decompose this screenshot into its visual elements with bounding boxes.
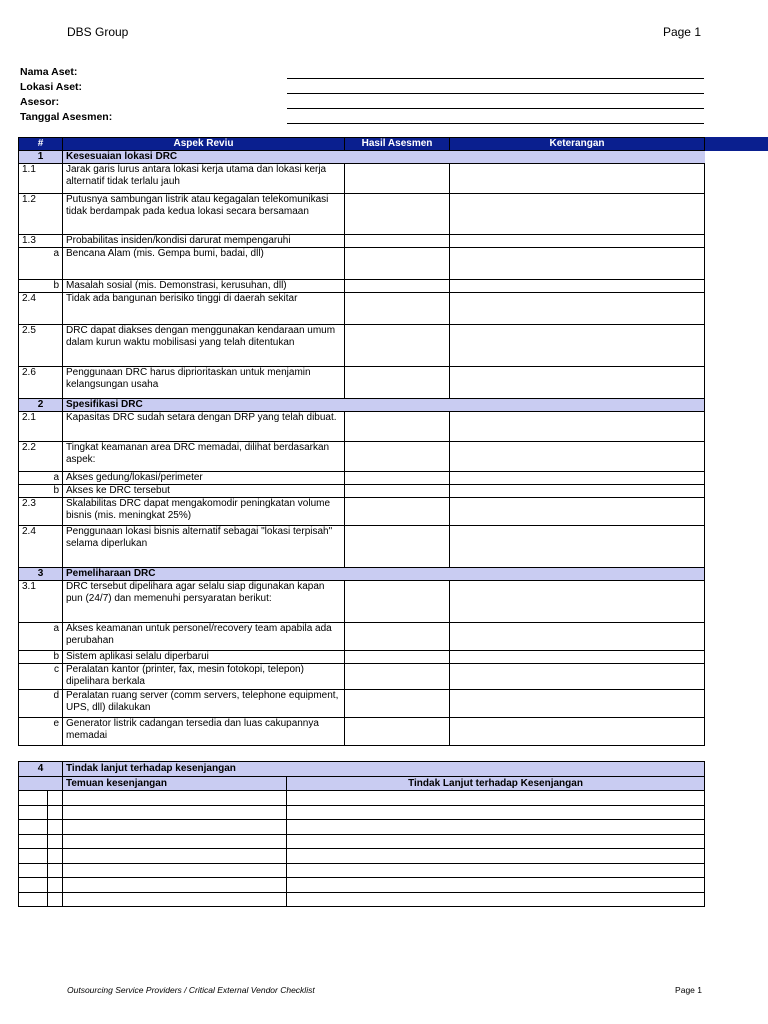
notes-cell[interactable] bbox=[450, 485, 705, 498]
notes-cell[interactable] bbox=[450, 248, 705, 280]
footer-page-number: Page 1 bbox=[675, 985, 702, 995]
row-sub-cell[interactable] bbox=[48, 892, 63, 907]
row-sub-cell[interactable] bbox=[48, 849, 63, 864]
notes-cell[interactable] bbox=[450, 367, 705, 399]
row-index-cell[interactable] bbox=[19, 834, 48, 849]
row-aspect: Generator listrik cadangan tersedia dan luas cakupannya memadai bbox=[63, 718, 345, 746]
table-row bbox=[19, 248, 705, 280]
row-letter: b bbox=[19, 651, 63, 664]
notes-cell[interactable] bbox=[450, 325, 705, 367]
gap-followup-cell[interactable] bbox=[287, 834, 705, 849]
row-aspect: Skalabilitas DRC dapat mengakomodir peningkatan volume bisnis (mis. meningkat 25%) bbox=[63, 498, 345, 526]
meta-field-line[interactable] bbox=[287, 78, 704, 79]
row-aspect: Tidak ada bangunan berisiko tinggi di daerah sekitar bbox=[63, 293, 345, 325]
row-sub-cell[interactable] bbox=[48, 834, 63, 849]
row-aspect: Akses keamanan untuk personel/recovery team apabila ada perubahan bbox=[63, 623, 345, 651]
table-row bbox=[19, 690, 705, 718]
meta-field-line[interactable] bbox=[287, 93, 704, 94]
followup-empty-row bbox=[19, 805, 705, 820]
gap-finding-cell[interactable] bbox=[63, 878, 287, 893]
row-number: 2.4 bbox=[19, 526, 63, 568]
table-row bbox=[19, 235, 705, 248]
row-aspect: Penggunaan lokasi bisnis alternatif sebagai "lokasi terpisah" selama diperlukan bbox=[63, 526, 345, 568]
followup-header-row bbox=[19, 776, 705, 791]
followup-empty-row bbox=[19, 791, 705, 806]
table-row bbox=[19, 164, 705, 194]
notes-cell[interactable] bbox=[450, 164, 705, 194]
row-index-cell[interactable] bbox=[19, 791, 48, 806]
col-header-num: # bbox=[19, 138, 63, 151]
gap-followup-table bbox=[18, 761, 705, 907]
notes-cell[interactable] bbox=[450, 280, 705, 293]
section-row bbox=[19, 568, 705, 581]
table-row bbox=[19, 581, 705, 623]
notes-cell[interactable] bbox=[450, 194, 705, 235]
gap-followup-cell[interactable] bbox=[287, 863, 705, 878]
row-index-cell[interactable] bbox=[19, 820, 48, 835]
row-aspect: Akses ke DRC tersebut bbox=[63, 485, 345, 498]
row-letter: a bbox=[19, 623, 63, 651]
row-index-cell[interactable] bbox=[19, 878, 48, 893]
result-cell[interactable] bbox=[345, 651, 450, 664]
row-index-cell[interactable] bbox=[19, 892, 48, 907]
table-row bbox=[19, 293, 705, 325]
col-header-gap-finding: Temuan kesenjangan bbox=[63, 776, 287, 791]
followup-empty-row bbox=[19, 820, 705, 835]
row-letter: c bbox=[19, 664, 63, 690]
notes-cell[interactable] bbox=[450, 526, 705, 568]
result-cell[interactable] bbox=[345, 248, 450, 280]
row-number: 2.2 bbox=[19, 442, 63, 472]
row-letter: d bbox=[19, 690, 63, 718]
row-number: 1.3 bbox=[19, 235, 63, 248]
row-index-cell[interactable] bbox=[19, 863, 48, 878]
result-cell[interactable] bbox=[345, 164, 450, 194]
result-cell[interactable] bbox=[345, 690, 450, 718]
result-cell[interactable] bbox=[345, 367, 450, 399]
header-blank bbox=[19, 776, 63, 791]
meta-assessor bbox=[20, 96, 704, 111]
gap-followup-cell[interactable] bbox=[287, 820, 705, 835]
meta-asset-location bbox=[20, 81, 704, 96]
meta-label: Nama Aset: bbox=[20, 66, 78, 78]
notes-cell[interactable] bbox=[450, 690, 705, 718]
table-header-row bbox=[19, 138, 705, 151]
gap-followup-cell[interactable] bbox=[287, 878, 705, 893]
section-number: 2 bbox=[19, 399, 63, 412]
row-aspect: Tingkat keamanan area DRC memadai, dilihat berdasarkan aspek: bbox=[63, 442, 345, 472]
meta-label: Lokasi Aset: bbox=[20, 81, 83, 93]
checklist-table bbox=[18, 137, 705, 746]
row-number: 2.4 bbox=[19, 293, 63, 325]
page-number: Page 1 bbox=[662, 25, 701, 39]
meta-label: Tanggal Asesmen: bbox=[20, 111, 113, 123]
meta-asset-name bbox=[20, 66, 704, 81]
section-row bbox=[19, 762, 705, 777]
followup-empty-row bbox=[19, 892, 705, 907]
notes-cell[interactable] bbox=[450, 651, 705, 664]
col-header-aspect: Aspek Reviu bbox=[63, 138, 345, 151]
table-row bbox=[19, 325, 705, 367]
row-aspect: Probabilitas insiden/kondisi darurat mempengaruhi bbox=[63, 235, 345, 248]
row-sub-cell[interactable] bbox=[48, 805, 63, 820]
row-aspect: Bencana Alam (mis. Gempa bumi, badai, dll) bbox=[63, 248, 345, 280]
result-cell[interactable] bbox=[345, 498, 450, 526]
table-row bbox=[19, 412, 705, 442]
row-index-cell[interactable] bbox=[19, 849, 48, 864]
table-row bbox=[19, 472, 705, 485]
gap-finding-cell[interactable] bbox=[63, 805, 287, 820]
result-cell[interactable] bbox=[345, 235, 450, 248]
followup-empty-row bbox=[19, 863, 705, 878]
table-row bbox=[19, 367, 705, 399]
col-header-gap-followup: Tindak Lanjut terhadap Kesenjangan bbox=[287, 776, 705, 791]
result-cell[interactable] bbox=[345, 623, 450, 651]
section-row bbox=[19, 399, 705, 412]
table-row bbox=[19, 651, 705, 664]
meta-field-line[interactable] bbox=[287, 108, 704, 109]
asset-meta bbox=[20, 66, 704, 126]
row-sub-cell[interactable] bbox=[48, 878, 63, 893]
gap-followup-cell[interactable] bbox=[287, 892, 705, 907]
gap-finding-cell[interactable] bbox=[63, 863, 287, 878]
section-number: 4 bbox=[19, 762, 63, 777]
result-cell[interactable] bbox=[345, 325, 450, 367]
gap-followup-cell[interactable] bbox=[287, 791, 705, 806]
meta-field-line[interactable] bbox=[287, 123, 704, 124]
gap-finding-cell[interactable] bbox=[63, 834, 287, 849]
row-aspect: Peralatan kantor (printer, fax, mesin fotokopi, telepon) dipelihara berkala bbox=[63, 664, 345, 690]
gap-finding-cell[interactable] bbox=[63, 820, 287, 835]
notes-cell[interactable] bbox=[450, 235, 705, 248]
gap-followup-cell[interactable] bbox=[287, 805, 705, 820]
row-aspect: DRC tersebut dipelihara agar selalu siap digunakan kapan pun (24/7) dan memenuhi persyaratan berikut: bbox=[63, 581, 345, 623]
row-aspect: Peralatan ruang server (comm servers, telephone equipment, UPS, dll) dilakukan bbox=[63, 690, 345, 718]
header-band-extension bbox=[704, 137, 768, 151]
col-header-notes: Keterangan bbox=[450, 138, 705, 151]
followup-empty-row bbox=[19, 878, 705, 893]
row-aspect: DRC dapat diakses dengan menggunakan kendaraan umum dalam kurun waktu mobilisasi yang telah ditentukan bbox=[63, 325, 345, 367]
row-number: 1.1 bbox=[19, 164, 63, 194]
result-cell[interactable] bbox=[345, 472, 450, 485]
row-aspect: Putusnya sambungan listrik atau kegagalan telekomunikasi tidak berdampak pada kedua lokasi secara bersamaan bbox=[63, 194, 345, 235]
section-title: Pemeliharaan DRC bbox=[63, 568, 705, 581]
table-row bbox=[19, 664, 705, 690]
row-aspect: Sistem aplikasi selalu diperbarui bbox=[63, 651, 345, 664]
row-letter: a bbox=[19, 472, 63, 485]
table-row bbox=[19, 498, 705, 526]
section-number: 1 bbox=[19, 151, 63, 164]
gap-finding-cell[interactable] bbox=[63, 892, 287, 907]
section-title: Spesifikasi DRC bbox=[63, 399, 705, 412]
result-cell[interactable] bbox=[345, 194, 450, 235]
result-cell[interactable] bbox=[345, 280, 450, 293]
row-letter: e bbox=[19, 718, 63, 746]
result-cell[interactable] bbox=[345, 526, 450, 568]
section-row bbox=[19, 151, 705, 164]
row-letter: b bbox=[19, 280, 63, 293]
gap-followup-cell[interactable] bbox=[287, 849, 705, 864]
notes-cell[interactable] bbox=[450, 412, 705, 442]
notes-cell[interactable] bbox=[450, 664, 705, 690]
row-number: 2.3 bbox=[19, 498, 63, 526]
table-row bbox=[19, 194, 705, 235]
row-number: 2.1 bbox=[19, 412, 63, 442]
company-name: DBS Group bbox=[67, 25, 129, 39]
footer-document-title: Outsourcing Service Providers / Critical External Vendor Checklist bbox=[67, 985, 315, 995]
row-aspect: Masalah sosial (mis. Demonstrasi, kerusuhan, dll) bbox=[63, 280, 345, 293]
table-row bbox=[19, 442, 705, 472]
notes-cell[interactable] bbox=[450, 498, 705, 526]
result-cell[interactable] bbox=[345, 718, 450, 746]
gap-finding-cell[interactable] bbox=[63, 791, 287, 806]
notes-cell[interactable] bbox=[450, 718, 705, 746]
table-row bbox=[19, 526, 705, 568]
row-letter: a bbox=[19, 248, 63, 280]
result-cell[interactable] bbox=[345, 664, 450, 690]
result-cell[interactable] bbox=[345, 485, 450, 498]
meta-assessment-date bbox=[20, 111, 704, 126]
result-cell[interactable] bbox=[345, 581, 450, 623]
row-aspect: Jarak garis lurus antara lokasi kerja utama dan lokasi kerja alternatif tidak terlalu jauh bbox=[63, 164, 345, 194]
table-row bbox=[19, 623, 705, 651]
notes-cell[interactable] bbox=[450, 581, 705, 623]
notes-cell[interactable] bbox=[450, 442, 705, 472]
notes-cell[interactable] bbox=[450, 293, 705, 325]
row-sub-cell[interactable] bbox=[48, 863, 63, 878]
row-letter: b bbox=[19, 485, 63, 498]
row-number: 2.6 bbox=[19, 367, 63, 399]
section-number: 3 bbox=[19, 568, 63, 581]
row-sub-cell[interactable] bbox=[48, 820, 63, 835]
row-number: 3.1 bbox=[19, 581, 63, 623]
row-aspect: Penggunaan DRC harus diprioritaskan untuk menjamin kelangsungan usaha bbox=[63, 367, 345, 399]
followup-empty-row bbox=[19, 834, 705, 849]
result-cell[interactable] bbox=[345, 442, 450, 472]
row-index-cell[interactable] bbox=[19, 805, 48, 820]
section-title: Kesesuaian lokasi DRC bbox=[63, 151, 705, 164]
table-row bbox=[19, 280, 705, 293]
meta-label: Asesor: bbox=[20, 96, 60, 108]
section-title: Tindak lanjut terhadap kesenjangan bbox=[63, 762, 705, 777]
result-cell[interactable] bbox=[345, 412, 450, 442]
table-row bbox=[19, 485, 705, 498]
notes-cell[interactable] bbox=[450, 623, 705, 651]
row-aspect: Akses gedung/lokasi/perimeter bbox=[63, 472, 345, 485]
notes-cell[interactable] bbox=[450, 472, 705, 485]
col-header-result: Hasil Asesmen bbox=[345, 138, 450, 151]
table-row bbox=[19, 718, 705, 746]
row-number: 1.2 bbox=[19, 194, 63, 235]
followup-empty-row bbox=[19, 849, 705, 864]
result-cell[interactable] bbox=[345, 293, 450, 325]
gap-finding-cell[interactable] bbox=[63, 849, 287, 864]
row-number: 2.5 bbox=[19, 325, 63, 367]
row-sub-cell[interactable] bbox=[48, 791, 63, 806]
row-aspect: Kapasitas DRC sudah setara dengan DRP yang telah dibuat. bbox=[63, 412, 345, 442]
